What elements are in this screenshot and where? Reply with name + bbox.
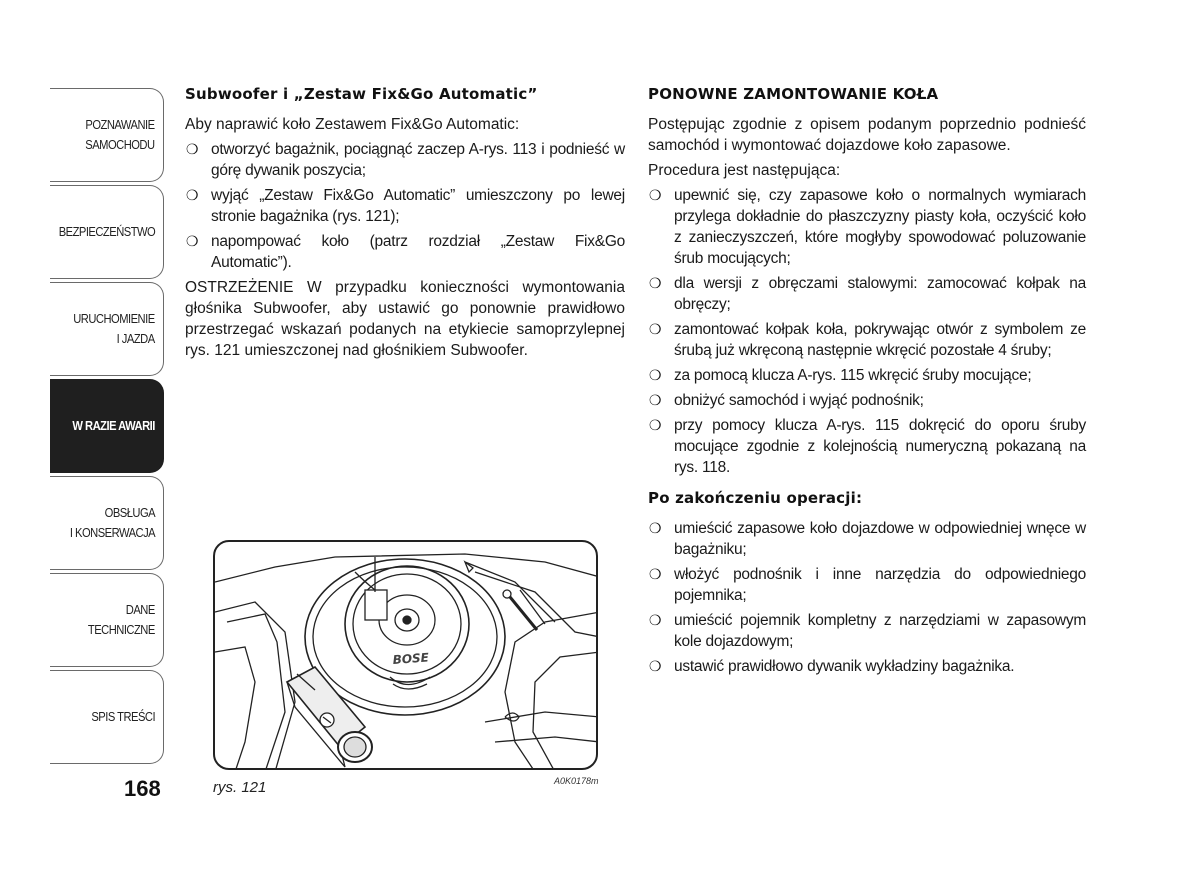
list-item: ❍ włożyć podnośnik i inne narzędzia do odpowiedniego pojemnika; <box>649 566 1086 604</box>
tab-label: BEZPIECZEŃSTWO <box>58 224 155 239</box>
list-item: ❍ zamontować kołpak koła, pokrywając otwór z symbolem ze śrubą już wkręconą następnie wkręcić pozostałe 4 śruby; <box>649 321 1086 359</box>
procedure-list <box>648 185 1086 478</box>
tab-uruchomienie-i-jazda[interactable] <box>50 282 164 376</box>
list-item: ❍ ustawić prawidłowo dywanik wykładziny bagażnika. <box>649 658 1015 675</box>
section-heading-wheel-refit: PONOWNE ZAMONTOWANIE KOŁA <box>648 85 939 103</box>
left-column <box>185 84 625 365</box>
figure-code: A0K0178m <box>554 776 599 786</box>
tab-poznawanie-samochodu[interactable] <box>50 88 164 182</box>
bullet-icon: ❍ <box>649 392 662 408</box>
tab-spis-tresci[interactable] <box>50 670 164 764</box>
tab-label: POZNAWANIE SAMOCHODU <box>85 117 155 152</box>
tab-bezpieczenstwo[interactable] <box>50 185 164 279</box>
list-item: ❍ przy pomocy klucza A-rys. 115 dokręcić do oporu śruby mocujące zgodnie z kolejnością numeryczną pokazaną na rys. 118. <box>649 417 1086 476</box>
list-item: ❍ umieścić zapasowe koło dojazdowe w odpowiedniej wnęce w bagażniku; <box>649 520 1086 558</box>
bullet-icon: ❍ <box>186 187 199 203</box>
bose-logo: BOSE <box>392 650 430 667</box>
bullet-icon: ❍ <box>649 612 662 628</box>
bullet-icon: ❍ <box>186 233 199 249</box>
intro-text: Aby naprawić koło Zestawem Fix&Go Automatic: <box>185 116 520 133</box>
procedure-label: Procedura jest następująca: <box>648 162 841 179</box>
tab-w-razie-awarii[interactable] <box>50 379 164 473</box>
list-item: ❍ za pomocą klucza A-rys. 115 wkręcić śruby mocujące; <box>649 367 1032 384</box>
tab-label: W RAZIE AWARII <box>72 418 155 433</box>
tab-obsluga-i-konserwacja[interactable] <box>50 476 164 570</box>
list-item: ❍ wyjąć „Zestaw Fix&Go Automatic” umieszczony po lewej stronie bagażnika (rys. 121); <box>186 187 625 225</box>
list-item: ❍ upewnić się, czy zapasowe koło o normalnych wymiarach przylega dokładnie do płaszczyzny piasty koła, oczyścić koło z zanieczyszczeń, które mogłyby spowodować poluzowanie śrub mocujących; <box>649 187 1086 267</box>
bullet-icon: ❍ <box>649 275 662 291</box>
bullet-icon: ❍ <box>649 566 662 582</box>
bullet-icon: ❍ <box>649 187 662 203</box>
subwoofer-trunk-drawing <box>215 542 598 770</box>
bullet-icon: ❍ <box>186 141 199 157</box>
bullet-icon: ❍ <box>649 417 662 433</box>
list-item: ❍ obniżyć samochód i wyjąć podnośnik; <box>649 392 924 409</box>
bullet-list <box>185 139 625 273</box>
after-operation-list <box>648 518 1086 677</box>
bullet-icon: ❍ <box>649 658 662 674</box>
right-column <box>648 84 1086 681</box>
tab-label: DANE TECHNICZNE <box>88 602 155 637</box>
subheading-after-operation: Po zakończeniu operacji: <box>648 489 863 507</box>
intro-text: Postępując zgodnie z opisem podanym poprzednio podnieść samochód i wymontować dojazdowe koło zapasowe. <box>648 116 1086 154</box>
bullet-icon: ❍ <box>649 520 662 536</box>
list-item: ❍ dla wersji z obręczami stalowymi: zamocować kołpak na obręczy; <box>649 275 1086 313</box>
tab-dane-techniczne[interactable] <box>50 573 164 667</box>
section-heading-subwoofer: Subwoofer i „Zestaw Fix&Go Automatic” <box>185 85 538 103</box>
list-item: ❍ napompować koło (patrz rozdział „Zestaw Fix&Go Automatic”). <box>186 233 625 271</box>
tab-label: OBSŁUGA I KONSERWACJA <box>69 505 155 540</box>
list-item: ❍ umieścić pojemnik kompletny z narzędziami w zapasowym kole dojazdowym; <box>649 612 1086 650</box>
tab-label: URUCHOMIENIE I JAZDA <box>73 311 155 346</box>
warning-text: OSTRZEŻENIE W przypadku konieczności wymontowania głośnika Subwoofer, aby ustawić go ponownie prawidłowo przestrzegać wskazań podanych na etykiecie samoprzylepnej rys. 121 umieszczonej nad głośnikiem Subwoofer. <box>185 279 625 359</box>
trunk-illustration <box>213 540 598 770</box>
tab-label: SPIS TREŚCI <box>91 709 155 724</box>
figure-caption: rys. 121 <box>213 779 267 796</box>
bullet-icon: ❍ <box>649 321 662 337</box>
page-number: 168 <box>124 776 161 801</box>
bullet-icon: ❍ <box>649 367 662 383</box>
list-item: ❍ otworzyć bagażnik, pociągnąć zaczep A-rys. 113 i podnieść w górę dywanik poszycia; <box>186 141 625 179</box>
